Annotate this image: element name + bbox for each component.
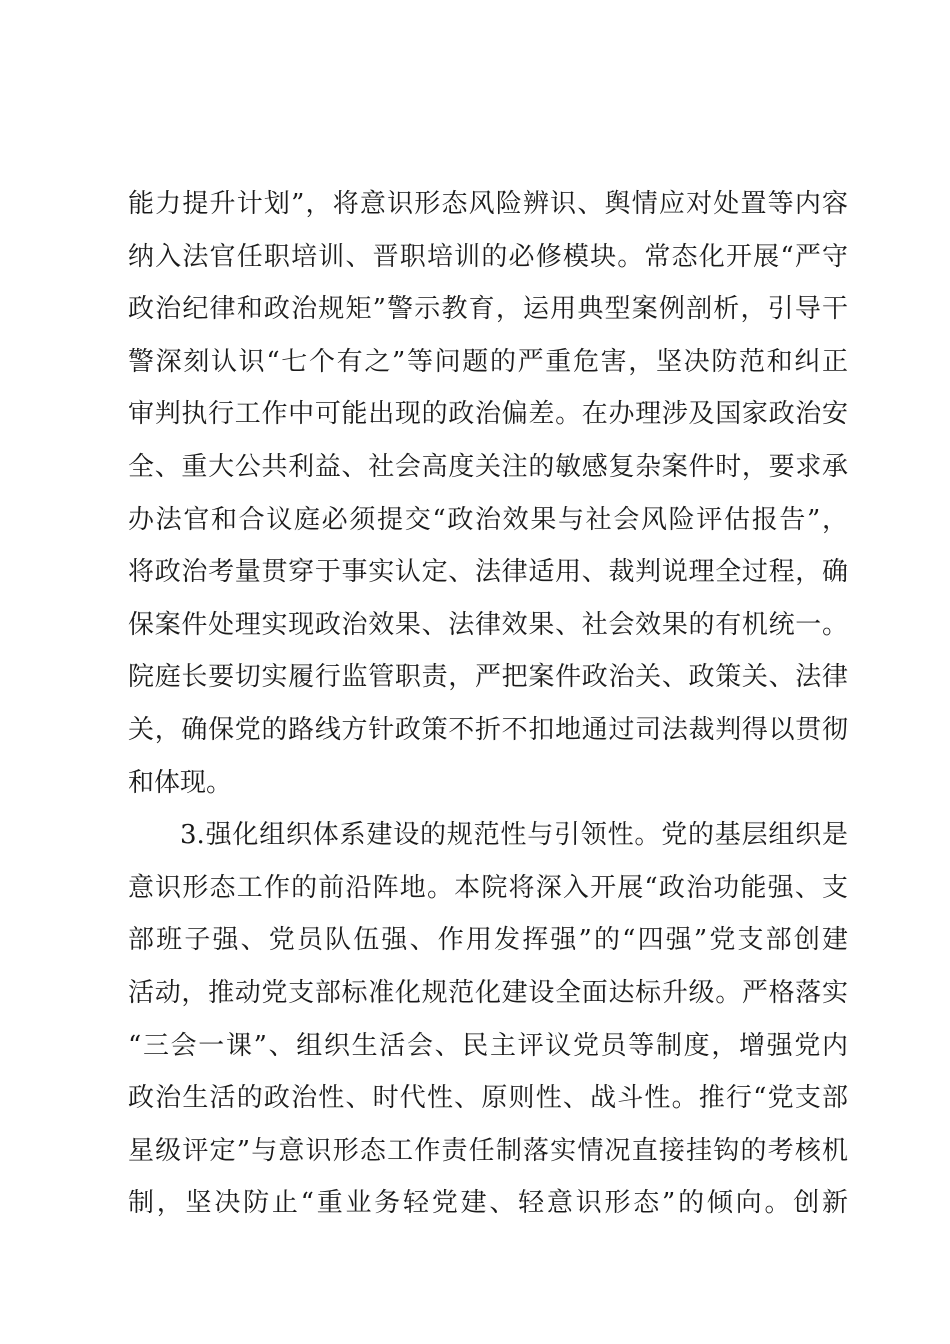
text-line: 部班子强、党员队伍强、作用发挥强”的“四强”党支部创建 <box>128 925 848 956</box>
text-line: 将政治考量贯穿于事实认定、法律适用、裁判说理全过程，确 <box>128 557 848 588</box>
paragraph-end-line: 和体现。 <box>128 767 233 798</box>
text-line: 全、重大公共利益、社会高度关注的敏感复杂案件时，要求承 <box>128 451 848 482</box>
text-line: 关，确保党的路线方针政策不折不扣地通过司法裁判得以贯彻 <box>128 714 848 745</box>
text-line: 意识形态工作的前沿阵地。本院将深入开展“政治功能强、支 <box>128 872 848 903</box>
text-line: 制，坚决防止“重业务轻党建、轻意识形态”的倾向。创新 <box>128 1188 848 1219</box>
body-text <box>128 178 848 1230</box>
text-line: 能力提升计划”，将意识形态风险辨识、舆情应对处置等内容 <box>128 189 848 219</box>
text-line: 政治纪律和政治规矩”警示教育，运用典型案例剖析，引导干 <box>128 294 848 325</box>
section-heading-line: 3.强化组织体系建设的规范性与引领性。党的基层组织是 <box>180 820 848 851</box>
text-line: 纳入法官任职培训、晋职培训的必修模块。常态化开展“严守 <box>128 241 848 272</box>
text-line: 保案件处理实现政治效果、法律效果、社会效果的有机统一。 <box>128 609 848 640</box>
text-line: “三会一课”、组织生活会、民主评议党员等制度，增强党内 <box>128 1030 848 1061</box>
text-line: 审判执行工作中可能出现的政治偏差。在办理涉及国家政治安 <box>128 399 848 430</box>
text-line: 星级评定”与意识形态工作责任制落实情况直接挂钩的考核机 <box>128 1135 848 1166</box>
text-line: 活动，推动党支部标准化规范化建设全面达标升级。严格落实 <box>128 977 848 1008</box>
text-line: 院庭长要切实履行监管职责，严把案件政治关、政策关、法律 <box>128 662 848 693</box>
text-line: 办法官和合议庭必须提交“政治效果与社会风险评估报告”， <box>128 504 848 535</box>
text-line: 警深刻认识“七个有之”等问题的严重危害，坚决防范和纠正 <box>128 346 848 377</box>
text-line: 政治生活的政治性、时代性、原则性、战斗性。推行“党支部 <box>128 1083 848 1114</box>
